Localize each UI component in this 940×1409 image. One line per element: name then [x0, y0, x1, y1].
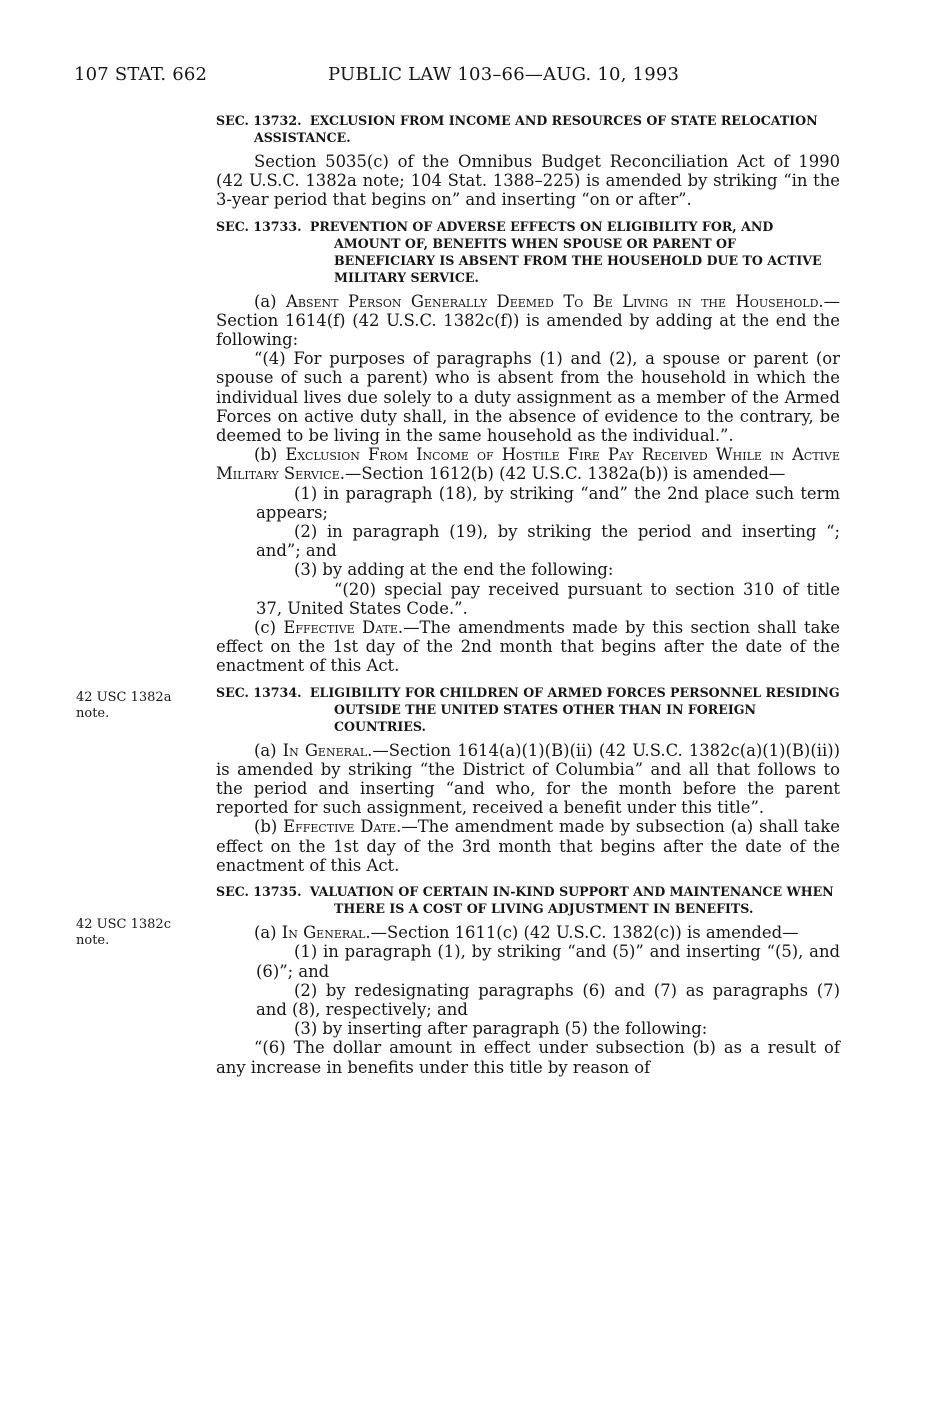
list-item: (3) by inserting after paragraph (5) the following: [294, 1019, 708, 1039]
subsection-text: —Section 1614(f) (42 U.S.C. 1382c(f)) is amended by adding at the end the following: [216, 291, 840, 350]
subsection-text: —Section 1611(c) (42 U.S.C. 1382(c)) is amended— [370, 923, 799, 943]
section-title: ELIGIBILITY FOR CHILDREN OF ARMED FORCES PERSONNEL RESIDING OUTSIDE THE UNITED STATES OTHER THAN IN FOREIGN COUNTRIES. [309, 684, 840, 734]
subsection-heading: In General. [281, 923, 371, 943]
quoted-paragraph-4: “(4) For purposes of paragraphs (1) and (2), a spouse or parent (or spouse of such a parent) who is absent from the household in which the individual lives due solely to a duty assignment as a member of the Armed Forces on active duty shall, in the absence of evidence to the contrary, be deemed to be living in the same household as the individual.”. [216, 349, 840, 446]
margin-note-1 [76, 690, 196, 722]
section-heading-13734 [216, 684, 840, 735]
subsection-text: —The amendments made by this section shall take effect on the 1st day of the 2nd month that begins after the date of the enactment of this Act. [216, 618, 840, 676]
subsection-b [216, 445, 840, 483]
stat-reference: 107 STAT. 662 [74, 64, 208, 85]
subsection-label: (a) [254, 740, 277, 760]
section-title: EXCLUSION FROM INCOME AND RESOURCES OF STATE RELOCATION ASSISTANCE. [254, 113, 818, 145]
law-title: PUBLIC LAW 103–66—AUG. 10, 1993 [328, 64, 680, 85]
list-item: (1) in paragraph (18), by striking “and” the 2nd place such term appears; [256, 483, 840, 522]
section-heading-13732 [216, 112, 840, 146]
subsection-text: —The amendment made by subsection (a) shall take effect on the 1st day of the 3rd month that begins after the date of the enactment of this Act. [216, 817, 840, 875]
margin-note-label: note. [76, 706, 110, 721]
subsection-heading: Effective Date. [283, 618, 404, 638]
subsection-a [216, 741, 840, 818]
subsection-a [216, 923, 840, 942]
section-title: PREVENTION OF ADVERSE EFFECTS ON ELIGIBILITY FOR, AND AMOUNT OF, BENEFITS WHEN SPOUSE OR PARENT OF BENEFICIARY IS ABSENT FROM THE HOUSEHOLD DUE TO ACTIVE MILITARY SERVICE. [309, 218, 822, 285]
section-number: SEC. 13733. [216, 218, 302, 234]
quoted-paragraph-6: “(6) The dollar amount in effect under subsection (b) as a result of any increase in benefits under this title by reason of [216, 1038, 840, 1077]
subsection-label: (a) [254, 923, 277, 943]
margin-note-2 [76, 917, 196, 949]
statute-body [216, 112, 840, 1077]
list-item: (1) in paragraph (1), by striking “and (5)” and inserting “(5), and (6)”; and [256, 942, 840, 981]
list-item: (2) in paragraph (19), by striking the period and inserting “; and”; and [256, 522, 840, 561]
section-heading-13733 [216, 218, 840, 286]
subsection-label: (b) [254, 445, 278, 465]
margin-note-label: note. [76, 933, 110, 948]
section-text: Section 5035(c) of the Omnibus Budget Reconciliation Act of 1990 (42 U.S.C. 1382a note; 104 Stat. 1388–225) is amended by striking “in the 3-year period that begins on” and inserting “on or after”. [216, 152, 840, 210]
section-number: SEC. 13735. [216, 884, 302, 900]
subsection-heading: Exclusion From Income of Hostile Fire Pay Received While in Active Military Service. [216, 445, 840, 484]
subsection-b [216, 817, 840, 875]
section-number: SEC. 13734. [216, 684, 302, 700]
subsection-text: —Section 1612(b) (42 U.S.C. 1382a(b)) is amended— [344, 464, 786, 484]
section-heading-13735 [216, 883, 840, 917]
section-title: VALUATION OF CERTAIN IN-KIND SUPPORT AND MAINTENANCE WHEN THERE IS A COST OF LIVING ADJUSTMENT IN BENEFITS. [309, 884, 834, 917]
list-item: (3) by adding at the end the following: [294, 560, 614, 580]
list-item: (2) by redesignating paragraphs (6) and (7) as paragraphs (7) and (8), respectively; and [256, 980, 840, 1019]
subsection-c [216, 618, 840, 676]
margin-note-citation: 42 USC 1382a [76, 690, 172, 705]
subsection-label: (c) [254, 618, 276, 638]
section-number: SEC. 13732. [216, 113, 302, 128]
subsection-text: —Section 1614(a)(1)(B)(ii) (42 U.S.C. 1382c(a)(1)(B)(ii)) is amended by striking “the District of Columbia” and all that follows to the period and inserting “and who, for the month before the parent reported for such assignment, received a benefit under this title”. [216, 740, 840, 818]
subsection-heading: Effective Date. [283, 817, 402, 837]
subsection-heading: Absent Person Generally Deemed To Be Living in the Household. [286, 291, 824, 311]
subsection-label: (a) [254, 291, 277, 311]
margin-note-citation: 42 USC 1382c [76, 917, 171, 932]
quoted-paragraph-20: “(20) special pay received pursuant to section 310 of title 37, United States Code.”. [256, 579, 840, 618]
page-header [74, 64, 784, 94]
subsection-a [216, 292, 840, 350]
subsection-heading: In General. [282, 740, 373, 760]
subsection-label: (b) [254, 817, 278, 837]
